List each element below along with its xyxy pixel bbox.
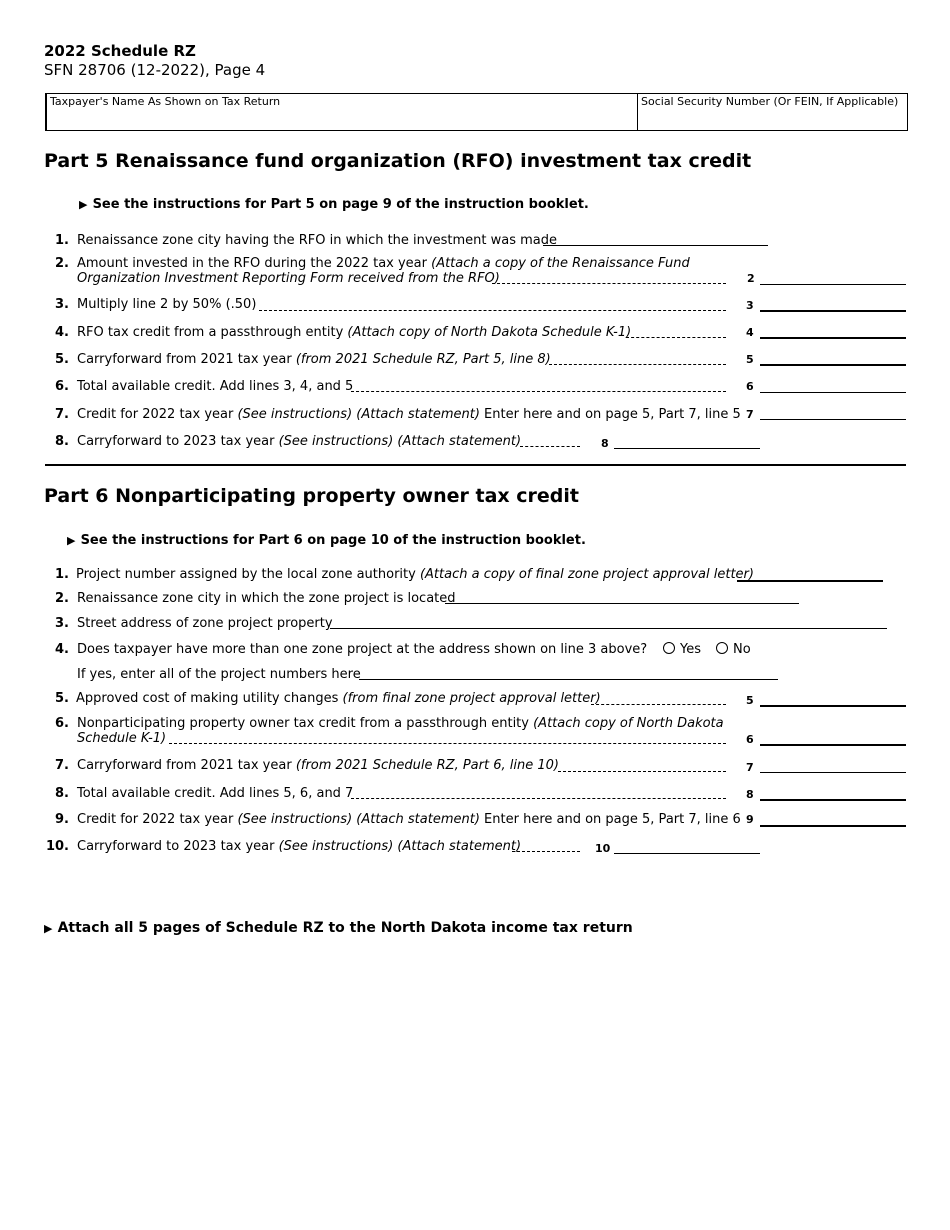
p6-line8-text: Total available credit. Add lines 5, 6, and 7 xyxy=(77,786,354,801)
p6-line4-sub-text: If yes, enter all of the project numbers here xyxy=(77,667,361,682)
p6-line10-leader xyxy=(512,851,580,852)
p5-line7-ref: 7 xyxy=(746,408,754,421)
p5-line6-text: Total available credit. Add lines 3, 4, and 5 xyxy=(77,379,354,394)
p6-line6-number: 6. xyxy=(55,716,69,731)
p5-line4-text: RFO tax credit from a passthrough entity (Attach copy of North Dakota Schedule K-1) xyxy=(77,325,632,340)
p5-line1-input[interactable] xyxy=(543,245,768,246)
p6-line3-input[interactable] xyxy=(330,628,887,629)
p6-line8-leader xyxy=(351,798,726,799)
p5-line6-number: 6. xyxy=(55,379,69,394)
part6-heading: Part 6 Nonparticipating property owner tax credit xyxy=(44,485,579,507)
p6-line9-amount[interactable] xyxy=(760,825,906,827)
p5-line4-number: 4. xyxy=(55,325,69,340)
p6-line7-text: Carryforward from 2021 tax year (from 2021 Schedule RZ, Part 6, line 10) xyxy=(77,758,559,773)
triangle-right-icon: ▶ xyxy=(44,922,53,935)
taxpayer-name-field[interactable] xyxy=(47,94,638,130)
p5-line5-number: 5. xyxy=(55,352,69,367)
no-label: No xyxy=(733,642,751,657)
p5-line6-amount[interactable] xyxy=(760,392,906,393)
attach-note-text: Attach all 5 pages of Schedule RZ to the North Dakota income tax return xyxy=(57,920,633,936)
p6-line5-text: Approved cost of making utility changes (from final zone project approval letter) xyxy=(76,691,601,706)
form-subtitle: SFN 28706 (12-2022), Page 4 xyxy=(44,61,266,79)
p5-line1-number: 1. xyxy=(55,233,69,248)
p6-line4-project-numbers-input[interactable] xyxy=(359,679,778,680)
p5-line2-ref: 2 xyxy=(747,272,755,285)
p6-line1-number: 1. xyxy=(55,567,69,582)
p6-line4-no-option[interactable] xyxy=(716,642,751,657)
part6-instruction-text: See the instructions for Part 6 on page 10 of the instruction booklet. xyxy=(80,533,586,548)
p5-line2-text: Amount invested in the RFO during the 2022 tax year (Attach a copy of the Renaissance Fund xyxy=(77,256,690,271)
p5-line6-ref: 6 xyxy=(746,380,754,393)
p5-line2-leader xyxy=(492,283,726,284)
p6-line1-text: Project number assigned by the local zone authority (Attach a copy of final zone project approval letter) xyxy=(76,567,754,582)
p5-line7-text: Credit for 2022 tax year (See instructions) (Attach statement) Enter here and on page 5, Part 7, line 5 xyxy=(77,407,741,422)
taxpayer-id-box xyxy=(45,93,908,131)
part6-instruction xyxy=(67,529,586,548)
p6-line6-text-cont: Schedule K-1) xyxy=(77,731,167,746)
p5-line3-amount[interactable] xyxy=(760,310,906,312)
p5-line5-ref: 5 xyxy=(746,353,754,366)
p5-line7-number: 7. xyxy=(55,407,69,422)
p6-line5-leader xyxy=(591,704,726,705)
p6-line2-input[interactable] xyxy=(445,603,799,604)
ssn-label: Social Security Number (Or FEIN, If Applicable) xyxy=(641,95,899,108)
p6-line10-amount[interactable] xyxy=(614,853,760,854)
p5-line3-text: Multiply line 2 by 50% (.50) xyxy=(77,297,257,312)
p5-line5-text: Carryforward from 2021 tax year (from 2021 Schedule RZ, Part 5, line 8) xyxy=(77,352,551,367)
p5-line7-amount[interactable] xyxy=(760,419,906,420)
p6-line6-amount[interactable] xyxy=(760,744,906,746)
p6-line7-number: 7. xyxy=(55,758,69,773)
p6-line4-text: Does taxpayer have more than one zone project at the address shown on line 3 above? xyxy=(77,642,648,657)
p5-line4-amount[interactable] xyxy=(760,337,906,339)
p5-line4-ref: 4 xyxy=(746,326,754,339)
p6-line10-ref: 10 xyxy=(595,842,611,855)
p6-line7-amount[interactable] xyxy=(760,772,906,773)
p5-line8-number: 8. xyxy=(55,434,69,449)
p6-line3-number: 3. xyxy=(55,616,69,631)
p6-line8-ref: 8 xyxy=(746,788,754,801)
form-title: 2022 Schedule RZ xyxy=(44,42,196,60)
triangle-right-icon: ▶ xyxy=(67,534,76,547)
p6-line10-number: 10. xyxy=(45,839,69,854)
p5-line4-leader xyxy=(626,337,726,338)
radio-circle-icon[interactable] xyxy=(663,642,675,654)
p6-line7-ref: 7 xyxy=(746,761,754,774)
part5-instruction xyxy=(79,193,589,212)
part5-heading: Part 5 Renaissance fund organization (RFO) investment tax credit xyxy=(44,150,752,172)
p6-line1-input[interactable] xyxy=(737,580,883,582)
p5-line3-number: 3. xyxy=(55,297,69,312)
p6-line8-amount[interactable] xyxy=(760,799,906,801)
p5-line3-leader xyxy=(259,310,726,311)
p6-line9-ref: 9 xyxy=(746,813,754,826)
section-divider xyxy=(45,464,906,466)
p6-line2-number: 2. xyxy=(55,591,69,606)
p6-line6-ref: 6 xyxy=(746,733,754,746)
p6-line4-number: 4. xyxy=(55,642,69,657)
p5-line2-amount[interactable] xyxy=(760,284,906,285)
p6-line2-text: Renaissance zone city in which the zone project is located xyxy=(77,591,456,606)
p6-line4-yes-option[interactable] xyxy=(663,642,701,657)
p6-line5-ref: 5 xyxy=(746,694,754,707)
p5-line1-text: Renaissance zone city having the RFO in which the investment was made xyxy=(77,233,557,248)
yes-label: Yes xyxy=(680,642,701,657)
p6-line3-text: Street address of zone project property xyxy=(77,616,333,631)
ssn-field[interactable] xyxy=(638,94,907,130)
triangle-right-icon: ▶ xyxy=(79,198,88,211)
p6-line5-amount[interactable] xyxy=(760,705,906,707)
p5-line2-text-cont: Organization Investment Reporting Form received from the RFO) xyxy=(77,271,500,286)
radio-circle-icon[interactable] xyxy=(716,642,728,654)
p5-line8-leader xyxy=(520,446,580,447)
p5-line8-ref: 8 xyxy=(601,437,609,450)
p6-line6-text: Nonparticipating property owner tax credit from a passthrough entity (Attach copy of North Dakota xyxy=(77,716,724,731)
p5-line6-leader xyxy=(351,391,726,392)
p6-line8-number: 8. xyxy=(55,786,69,801)
p5-line5-leader xyxy=(549,364,726,365)
p5-line8-text: Carryforward to 2023 tax year (See instructions) (Attach statement) xyxy=(77,434,522,449)
p6-line9-number: 9. xyxy=(55,812,69,827)
attach-note xyxy=(44,917,633,936)
p5-line5-amount[interactable] xyxy=(760,364,906,366)
p5-line8-amount[interactable] xyxy=(614,448,760,449)
taxpayer-name-label: Taxpayer's Name As Shown on Tax Return xyxy=(50,95,281,108)
p6-line6-leader xyxy=(169,743,726,744)
p6-line5-number: 5. xyxy=(55,691,69,706)
p5-line2-number: 2. xyxy=(55,256,69,271)
p6-line9-text: Credit for 2022 tax year (See instructions) (Attach statement) Enter here and on page 5, Part 7, line 6 xyxy=(77,812,741,827)
part5-instruction-text: See the instructions for Part 5 on page 9 of the instruction booklet. xyxy=(92,197,589,212)
p6-line10-text: Carryforward to 2023 tax year (See instructions) (Attach statement) xyxy=(77,839,522,854)
p6-line7-leader xyxy=(558,771,726,772)
p5-line3-ref: 3 xyxy=(746,299,754,312)
